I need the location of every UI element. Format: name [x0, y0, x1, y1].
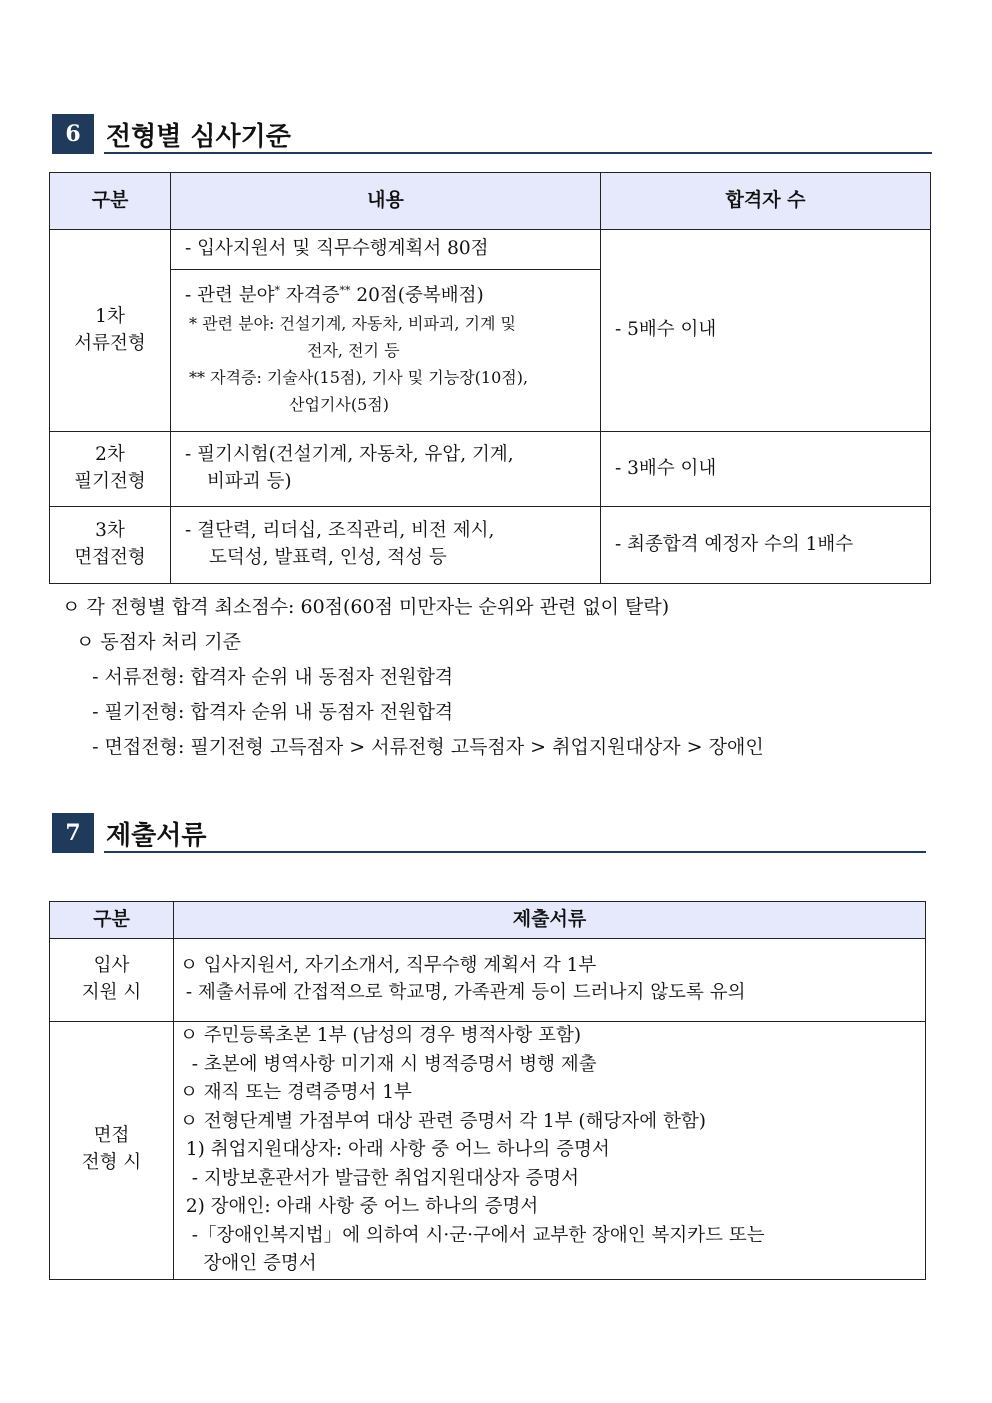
header-category: 구분 [50, 173, 171, 230]
stage-label: 3차 [95, 520, 125, 542]
document-line: - 제출서류에 간접적으로 학교명, 가족관계 등이 드러나지 않도록 유의 [180, 982, 746, 1003]
header-pass-count: 합격자 수 [601, 173, 931, 230]
pass-count: - 5배수 이내 [615, 319, 717, 341]
note-item: - 면접전형: 필기전형 고득점자 > 서류전형 고득점자 > 취업지원대상자 > 장애인 [80, 736, 764, 758]
content-cell [171, 432, 601, 507]
section-number: 7 [52, 813, 94, 853]
note-line: ** 자격증: 기술사(15점), 기사 및 기능장(10점), [189, 367, 529, 387]
note-item: - 서류전형: 합격자 순위 내 동점자 전원합격 [80, 666, 454, 688]
content-line: - 결단력, 리더십, 조직관리, 비전 제시, [185, 520, 495, 542]
section-6-heading [52, 114, 932, 154]
stage-cell-1 [50, 230, 171, 432]
submission-documents-table [49, 901, 926, 1280]
section-7-heading [52, 813, 928, 853]
stage-label: 지원 시 [81, 982, 142, 1003]
content-line: 도덕성, 발표력, 인성, 적성 등 [209, 547, 447, 568]
note-line: 전자, 전기 등 [307, 340, 400, 360]
documents-cell [174, 1022, 926, 1280]
content-line: 비파괴 등) [207, 471, 292, 492]
content-line: - 입사지원서 및 직무수행계획서 80점 [185, 238, 489, 260]
content-line: - 관련 분야* 자격증** 20점(중복배점) [185, 283, 484, 306]
stage-label: 입사 [93, 955, 130, 977]
header-category: 구분 [50, 902, 174, 939]
document-line: ㅇ 주민등록초본 1부 (남성의 경우 병적사항 포함) [180, 1025, 582, 1046]
note-item: ㅇ 각 전형별 합격 최소점수: 60점(60점 미만자는 순위와 관련 없이 탈락) [62, 596, 670, 618]
note-line: 산업기사(5점) [289, 395, 389, 415]
section-title: 전형별 심사기준 [106, 122, 291, 152]
stage-label: 2차 [95, 444, 125, 466]
stage-cell-interview [50, 1022, 174, 1280]
document-line: 2) 장애인: 아래 사항 중 어느 하나의 증명서 [180, 1196, 539, 1217]
stage-cell-2 [50, 432, 171, 507]
stage-cell-3 [50, 507, 171, 584]
header-documents: 제출서류 [174, 902, 926, 939]
document-line: - 초본에 병역사항 미기재 시 병적증명서 병행 제출 [180, 1053, 597, 1075]
document-line: ㅇ 전형단계별 가점부여 대상 관련 증명서 각 1부 (해당자에 한함) [180, 1110, 706, 1132]
content-line: - 필기시험(건설기계, 자동차, 유압, 기계, [185, 444, 514, 466]
stage-label: 전형 시 [81, 1152, 142, 1174]
pass-count: - 최종합격 예정자 수의 1배수 [615, 533, 854, 555]
criteria-notes [62, 592, 764, 767]
pass-count-cell-2 [601, 432, 931, 507]
stage-cell-application [50, 939, 174, 1022]
section-underline [104, 851, 926, 853]
document-line: ㅇ 입사지원서, 자기소개서, 직무수행 계획서 각 1부 [180, 955, 597, 977]
header-content: 내용 [171, 173, 601, 230]
note-line: * 관련 분야: 건설기계, 자동차, 비파괴, 기계 및 [189, 313, 517, 333]
section-underline [104, 152, 932, 154]
screening-criteria-table [49, 172, 931, 584]
stage-label: 면접전형 [74, 547, 146, 568]
pass-count: - 3배수 이내 [615, 457, 717, 479]
document-line: 1) 취업지원대상자: 아래 사항 중 어느 하나의 증명서 [180, 1139, 610, 1160]
stage-label: 필기전형 [74, 471, 146, 492]
document-line: -「장애인복지법」에 의하여 시·군·구에서 교부한 장애인 복지카드 또는 [180, 1224, 765, 1246]
section-title: 제출서류 [106, 821, 207, 851]
document-line: 장애인 증명서 [180, 1253, 317, 1274]
stage-label: 면접 [93, 1125, 130, 1147]
note-item: - 필기전형: 합격자 순위 내 동점자 전원합격 [80, 701, 454, 723]
stage-label: 서류전형 [74, 332, 146, 354]
documents-cell [174, 939, 926, 1022]
content-cell [171, 507, 601, 584]
note-item: ㅇ 동점자 처리 기준 [70, 631, 241, 653]
document-line: - 지방보훈관서가 발급한 취업지원대상자 증명서 [180, 1167, 579, 1189]
pass-count-cell-3 [601, 507, 931, 584]
document-line: ㅇ 재직 또는 경력증명서 1부 [180, 1082, 412, 1103]
section-number: 6 [52, 114, 94, 154]
content-cell [171, 270, 601, 432]
content-cell [171, 230, 601, 270]
pass-count-cell-1 [601, 230, 931, 432]
stage-label: 1차 [95, 305, 125, 327]
